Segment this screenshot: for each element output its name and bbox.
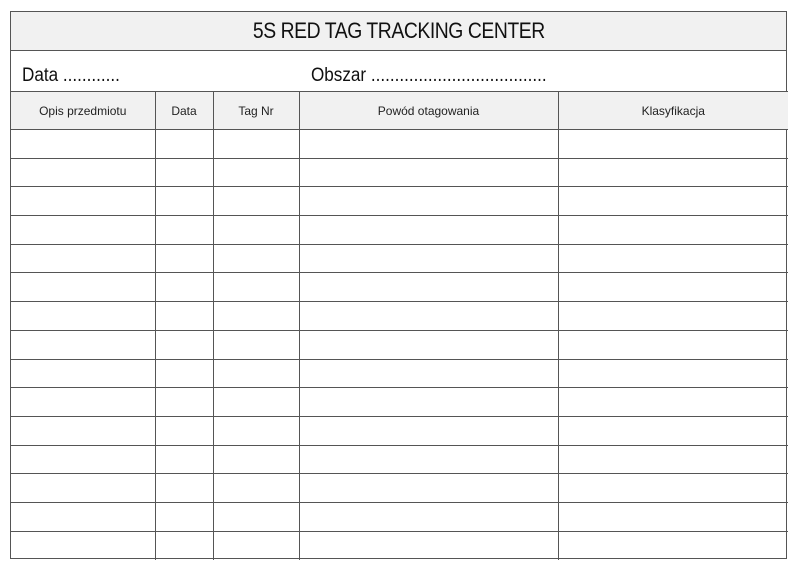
table-row: [11, 302, 788, 331]
date-cell[interactable]: [155, 244, 213, 273]
classification-cell[interactable]: [558, 474, 788, 503]
tag-number-cell[interactable]: [213, 359, 299, 388]
column-header-classification: Klasyfikacja: [558, 92, 788, 130]
date-field[interactable]: Data ............: [22, 65, 120, 86]
date-cell[interactable]: [155, 359, 213, 388]
item-description-cell[interactable]: [11, 445, 155, 474]
tag-reason-cell[interactable]: [299, 416, 558, 445]
item-description-cell[interactable]: [11, 244, 155, 273]
tag-number-cell[interactable]: [213, 130, 299, 159]
classification-cell[interactable]: [558, 502, 788, 531]
classification-cell[interactable]: [558, 244, 788, 273]
red-tag-form: [10, 11, 787, 559]
tag-number-cell[interactable]: [213, 388, 299, 417]
column-header-tag-reason: Powód otagowania: [299, 92, 558, 130]
item-description-cell[interactable]: [11, 187, 155, 216]
tag-reason-cell[interactable]: [299, 445, 558, 474]
table-row: [11, 531, 788, 560]
classification-cell[interactable]: [558, 130, 788, 159]
table-row: [11, 359, 788, 388]
table-row: [11, 158, 788, 187]
classification-cell[interactable]: [558, 187, 788, 216]
tag-number-cell[interactable]: [213, 330, 299, 359]
tag-reason-cell[interactable]: [299, 474, 558, 503]
item-description-cell[interactable]: [11, 302, 155, 331]
table-row: [11, 388, 788, 417]
tag-reason-cell[interactable]: [299, 502, 558, 531]
item-description-cell[interactable]: [11, 130, 155, 159]
date-cell[interactable]: [155, 216, 213, 245]
tag-number-cell[interactable]: [213, 158, 299, 187]
tag-number-cell[interactable]: [213, 273, 299, 302]
tag-number-cell[interactable]: [213, 502, 299, 531]
column-header-date: Data: [155, 92, 213, 130]
classification-cell[interactable]: [558, 359, 788, 388]
tag-number-cell[interactable]: [213, 445, 299, 474]
date-cell[interactable]: [155, 531, 213, 560]
item-description-cell[interactable]: [11, 416, 155, 445]
area-field[interactable]: Obszar .....................................: [311, 65, 547, 86]
item-description-cell[interactable]: [11, 502, 155, 531]
item-description-cell[interactable]: [11, 359, 155, 388]
table-row: [11, 502, 788, 531]
table-row: [11, 330, 788, 359]
table-row: [11, 130, 788, 159]
date-cell[interactable]: [155, 445, 213, 474]
tag-reason-cell[interactable]: [299, 273, 558, 302]
table-body: [11, 130, 788, 560]
table-row: [11, 187, 788, 216]
title-bar: [11, 12, 786, 51]
table-row: [11, 474, 788, 503]
table-row: [11, 216, 788, 245]
tag-reason-cell[interactable]: [299, 330, 558, 359]
date-cell[interactable]: [155, 502, 213, 531]
item-description-cell[interactable]: [11, 531, 155, 560]
date-cell[interactable]: [155, 273, 213, 302]
tag-number-cell[interactable]: [213, 416, 299, 445]
tag-number-cell[interactable]: [213, 216, 299, 245]
form-meta-row: [11, 51, 786, 91]
item-description-cell[interactable]: [11, 158, 155, 187]
date-cell[interactable]: [155, 158, 213, 187]
date-cell[interactable]: [155, 130, 213, 159]
classification-cell[interactable]: [558, 445, 788, 474]
tag-number-cell[interactable]: [213, 474, 299, 503]
item-description-cell[interactable]: [11, 216, 155, 245]
classification-cell[interactable]: [558, 302, 788, 331]
header-row: [11, 92, 788, 130]
classification-cell[interactable]: [558, 388, 788, 417]
item-description-cell[interactable]: [11, 388, 155, 417]
column-header-tag-number: Tag Nr: [213, 92, 299, 130]
tag-number-cell[interactable]: [213, 531, 299, 560]
tag-reason-cell[interactable]: [299, 302, 558, 331]
classification-cell[interactable]: [558, 273, 788, 302]
tracking-table: [11, 91, 788, 560]
tag-number-cell[interactable]: [213, 302, 299, 331]
table-row: [11, 416, 788, 445]
tag-reason-cell[interactable]: [299, 359, 558, 388]
item-description-cell[interactable]: [11, 273, 155, 302]
date-cell[interactable]: [155, 474, 213, 503]
classification-cell[interactable]: [558, 531, 788, 560]
tag-number-cell[interactable]: [213, 187, 299, 216]
tag-reason-cell[interactable]: [299, 187, 558, 216]
table-row: [11, 445, 788, 474]
item-description-cell[interactable]: [11, 330, 155, 359]
tag-reason-cell[interactable]: [299, 244, 558, 273]
classification-cell[interactable]: [558, 216, 788, 245]
tag-reason-cell[interactable]: [299, 130, 558, 159]
form-title: 5S RED TAG TRACKING CENTER: [252, 18, 545, 43]
tag-reason-cell[interactable]: [299, 216, 558, 245]
tag-reason-cell[interactable]: [299, 158, 558, 187]
classification-cell[interactable]: [558, 330, 788, 359]
date-cell[interactable]: [155, 302, 213, 331]
table-row: [11, 244, 788, 273]
classification-cell[interactable]: [558, 416, 788, 445]
tag-number-cell[interactable]: [213, 244, 299, 273]
tag-reason-cell[interactable]: [299, 531, 558, 560]
date-cell[interactable]: [155, 330, 213, 359]
date-cell[interactable]: [155, 416, 213, 445]
column-header-item-description: Opis przedmiotu: [11, 92, 155, 130]
table-row: [11, 273, 788, 302]
classification-cell[interactable]: [558, 158, 788, 187]
tag-reason-cell[interactable]: [299, 388, 558, 417]
item-description-cell[interactable]: [11, 474, 155, 503]
date-cell[interactable]: [155, 187, 213, 216]
date-cell[interactable]: [155, 388, 213, 417]
